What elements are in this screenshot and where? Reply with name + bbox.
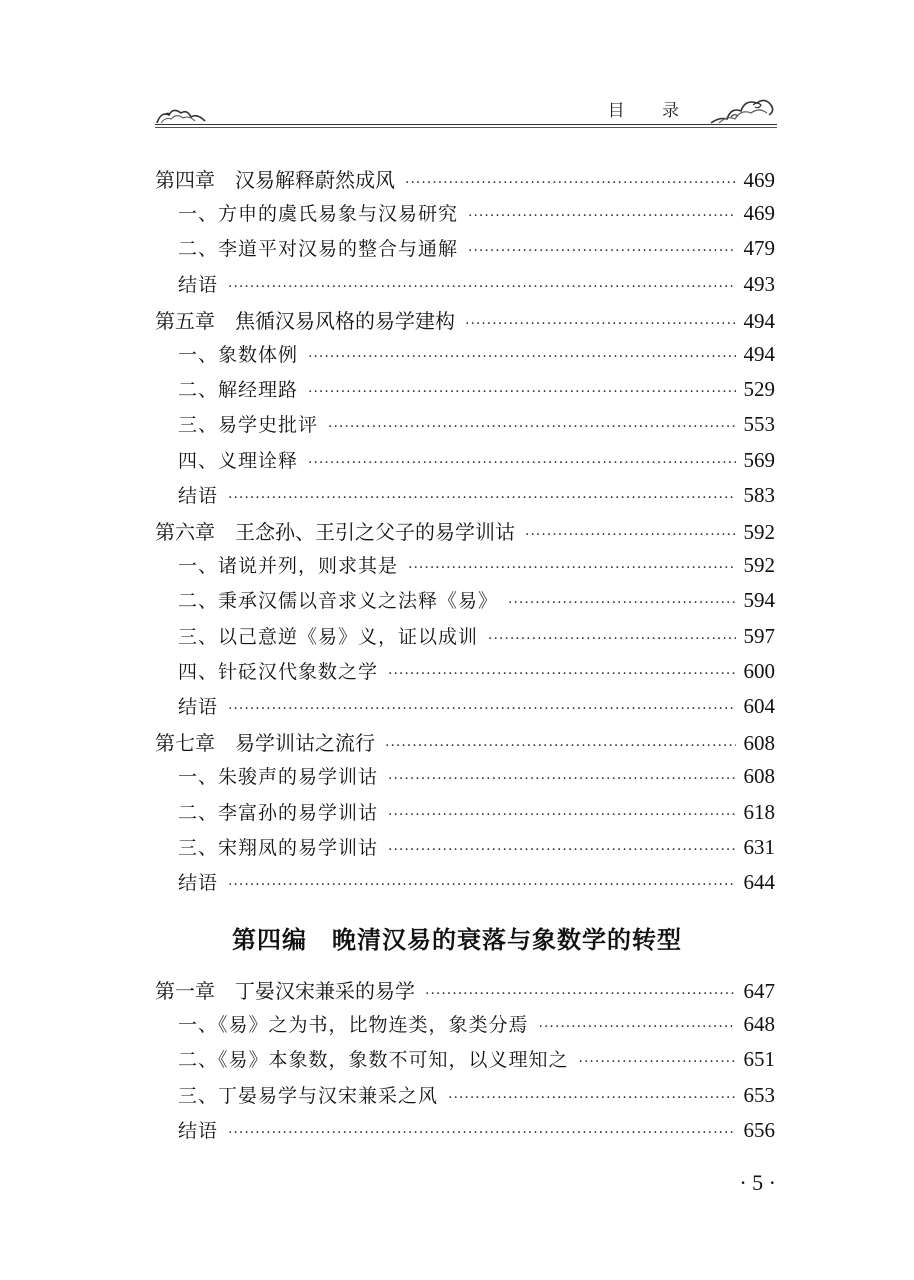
toc-page-number: 604 (743, 694, 775, 718)
running-header (155, 95, 777, 129)
toc-page-number: 653 (743, 1082, 775, 1107)
toc-section-entry[interactable] (178, 798, 775, 828)
cloud-wave-ornament-icon (709, 95, 777, 125)
toc-entry-title: 四、义理诠释 (178, 449, 299, 472)
toc-entry-title: 一、象数体例 (178, 344, 299, 366)
toc-entry-title: 结语 (178, 696, 219, 718)
toc-page-number: 656 (743, 1117, 775, 1142)
toc-entry-title: 一、诸说并列，则求其是 (178, 555, 399, 578)
dot-leader (388, 842, 735, 858)
toc-entry-title: 二、解经理路 (178, 379, 299, 402)
header-rule-thin (155, 127, 777, 128)
header-title: 目 录 (607, 101, 695, 121)
dot-leader (525, 527, 736, 543)
dot-leader (425, 986, 736, 1002)
toc-entry-title: 第五章 焦循汉易风格的易学建构 (155, 308, 455, 333)
toc-page-number: 592 (743, 520, 775, 544)
toc-entry-title: 第六章 王念孙、王引之父子的易学训诂 (155, 520, 515, 544)
toc-page-number: 583 (743, 482, 775, 507)
toc-section-entry[interactable] (178, 1116, 775, 1146)
dot-leader (539, 1019, 736, 1035)
toc-entry-title: 三、以己意逆《易》义，证以成训 (178, 625, 479, 648)
toc-entry-title: 第四章 汉易解释蔚然成风 (155, 168, 395, 192)
dot-leader (488, 631, 735, 647)
dot-leader (388, 807, 735, 823)
toc-chapter-entry[interactable] (155, 975, 775, 1005)
toc-entry-title: 结语 (178, 273, 219, 296)
toc-section-entry[interactable] (178, 833, 775, 863)
toc-page-number: 608 (743, 764, 775, 789)
toc-section-entry[interactable] (178, 446, 775, 476)
dot-leader (408, 560, 735, 576)
dot-leader (388, 771, 735, 787)
toc-section-entry[interactable] (178, 1081, 775, 1111)
toc-entry-title: 一、朱骏声的易学训诂 (178, 766, 379, 789)
toc-page-number: 469 (743, 168, 775, 192)
toc-section-entry[interactable] (178, 1045, 775, 1075)
toc-entry-title: 第七章 易学训诂之流行 (155, 731, 375, 756)
toc-page-number: 600 (743, 658, 775, 683)
toc-section-entry[interactable] (178, 586, 775, 616)
dot-leader (308, 455, 735, 471)
toc-chapter-entry[interactable] (155, 164, 775, 194)
dot-leader (228, 877, 735, 893)
page-number: · 5 · (739, 1170, 776, 1195)
toc-section-entry[interactable] (178, 868, 775, 898)
toc-section-entry[interactable] (178, 622, 775, 652)
toc-page-number: 494 (743, 308, 775, 333)
toc-entry-title: 三、宋翔凤的易学训诂 (178, 836, 379, 859)
toc-page-number: 608 (743, 731, 775, 756)
toc-page-number: 597 (743, 623, 775, 648)
toc-page-number: 651 (743, 1047, 775, 1072)
dot-leader (228, 1125, 735, 1141)
toc-entry-title: 二、《易》本象数，象数不可知，以义理知之 (178, 1049, 569, 1072)
toc-page-number: 479 (743, 236, 775, 261)
dot-leader (508, 595, 735, 611)
dot-leader (579, 1054, 736, 1070)
toc-page-number: 494 (743, 342, 775, 366)
toc-entry-title: 二、李富孙的易学训诂 (178, 801, 379, 824)
toc-entry-title: 三、丁晏易学与汉宋兼采之风 (178, 1084, 439, 1107)
toc-page-number: 647 (743, 979, 775, 1003)
toc-entry-title: 二、李道平对汉易的整合与通解 (178, 238, 459, 261)
toc-page-number: 592 (743, 553, 775, 578)
dot-leader (448, 1090, 735, 1106)
toc-page-number: 529 (743, 377, 775, 402)
toc-page-number: 618 (743, 799, 775, 824)
toc-page-number: 469 (743, 201, 775, 226)
dot-leader (308, 349, 735, 365)
toc-page-number: 594 (743, 588, 775, 613)
toc-chapter-entry[interactable] (155, 516, 775, 546)
dot-leader (308, 384, 735, 400)
dot-leader (468, 243, 735, 259)
toc-section-entry[interactable] (178, 375, 775, 405)
part-title: 第四编 晚清汉易的衰落与象数学的转型 (232, 926, 682, 954)
toc-page-number: 648 (743, 1012, 775, 1037)
toc-entry-title: 三、易学史批评 (178, 414, 319, 437)
dot-leader (465, 316, 736, 332)
toc-section-entry[interactable] (178, 762, 775, 792)
toc-section-entry[interactable] (178, 199, 775, 229)
dot-leader (388, 666, 735, 682)
cloud-wave-ornament-icon (155, 103, 207, 125)
toc-section-entry[interactable] (178, 270, 775, 300)
dot-leader (228, 279, 735, 295)
toc-entry-title: 结语 (178, 484, 219, 507)
toc-page-number: 493 (743, 271, 775, 296)
dot-leader (405, 175, 736, 191)
toc-section-entry[interactable] (178, 410, 775, 440)
dot-leader (228, 490, 735, 506)
toc-chapter-entry[interactable] (155, 727, 775, 757)
toc-section-entry[interactable] (178, 657, 775, 687)
toc-page-number: 631 (743, 834, 775, 859)
toc-chapter-entry[interactable] (155, 305, 775, 335)
toc-entry-title: 二、秉承汉儒以音求义之法释《易》 (178, 590, 499, 613)
header-rule (155, 124, 777, 125)
toc-entry-title: 四、针砭汉代象数之学 (178, 660, 379, 683)
toc-page-number: 644 (743, 870, 775, 894)
toc-section-entry[interactable] (178, 692, 775, 722)
toc-section-entry[interactable] (178, 481, 775, 511)
toc-page-number: 569 (743, 447, 775, 472)
toc-entry-title: 一、方申的虞氏易象与汉易研究 (178, 203, 459, 226)
toc-entry-title: 第一章 丁晏汉宋兼采的易学 (155, 979, 415, 1003)
dot-leader (468, 208, 735, 224)
dot-leader (328, 419, 735, 435)
toc-entry-title: 结语 (178, 872, 219, 894)
toc-section-entry[interactable] (178, 340, 775, 370)
toc-section-entry[interactable] (178, 551, 775, 581)
toc-section-entry[interactable] (178, 1010, 775, 1040)
toc-entry-title: 一、《易》之为书，比物连类，象类分焉 (178, 1014, 529, 1037)
toc-page-number: 553 (743, 412, 775, 437)
dot-leader (385, 738, 736, 754)
toc-section-entry[interactable] (178, 234, 775, 264)
dot-leader (228, 701, 735, 717)
toc-entry-title: 结语 (178, 1119, 219, 1142)
